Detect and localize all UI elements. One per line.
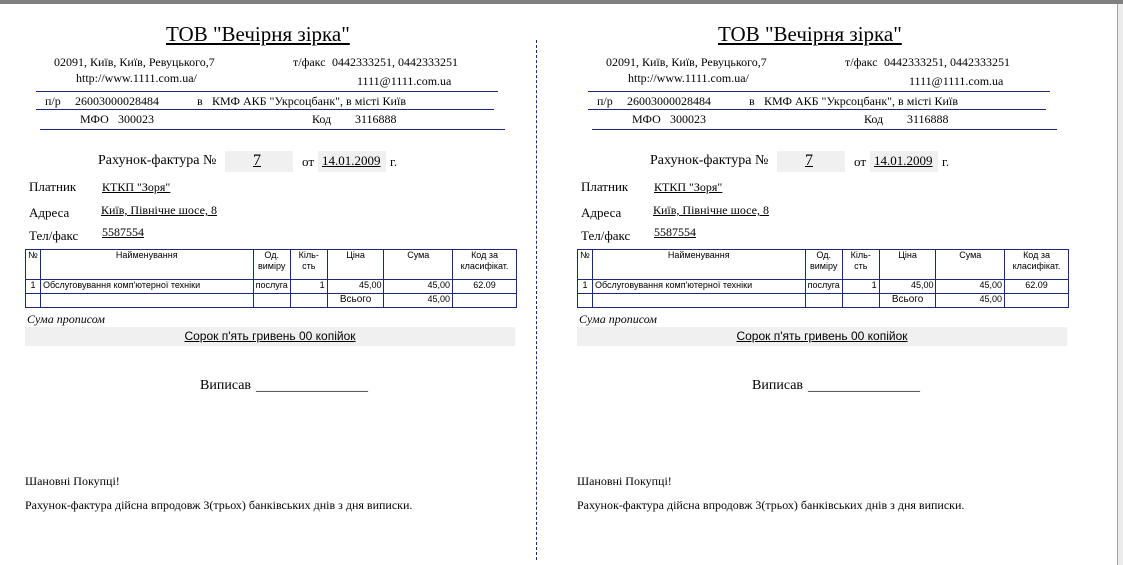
company-title: ТОВ "Вечірня зірка" <box>166 22 350 46</box>
code-value: 3116888 <box>907 112 949 126</box>
header-cell: Код за класифікат. <box>453 250 517 280</box>
item-name: Обслуговування комп'ютерної техніки <box>40 280 253 294</box>
address-label: Адреса <box>29 205 70 220</box>
header-cell: Ціна <box>879 250 936 280</box>
invoice-copy-left <box>0 0 520 565</box>
header-cell: Найменування <box>40 250 253 280</box>
company-title: ТОВ "Вечірня зірка" <box>718 22 902 46</box>
payer-address: Київ, Північне шосе, 8 <box>101 203 217 217</box>
mfo-label: МФО <box>80 112 109 126</box>
address-label: Адреса <box>581 205 622 220</box>
validity-note: Рахунок-фактура дійсна впродовж 3(трьох) банківських днів з дня виписки. <box>577 498 965 512</box>
invoice-date: 14.01.2009 <box>322 153 381 168</box>
item-sum: 45,00 <box>384 280 453 294</box>
bank-prefix: в <box>749 94 755 108</box>
header-cell: Найменування <box>592 250 805 280</box>
date-from-label: от <box>302 154 315 169</box>
bank-account: 26003000028484 <box>627 94 711 108</box>
issued-label: Виписав <box>200 378 252 393</box>
invoice-label: Рахунок-фактура № <box>650 153 769 168</box>
signature-line: ________________ <box>256 379 368 394</box>
item-unit: послуга <box>805 280 842 294</box>
validity-note: Рахунок-фактура дійсна впродовж 3(трьох) банківських днів з дня виписки. <box>25 498 413 512</box>
bank-prefix: в <box>197 94 203 108</box>
sum-words: Сорок п'ять гривень 00 копійок <box>736 329 908 343</box>
company-email[interactable]: 1111@1111.com.ua <box>357 74 452 88</box>
separator-line <box>36 109 494 110</box>
separator-line <box>588 109 1046 110</box>
mfo-value: 300023 <box>118 112 154 126</box>
account-label: п/р <box>597 94 613 108</box>
header-cell: Кіль-сть <box>842 250 879 280</box>
header-cell: № <box>26 250 41 280</box>
account-label: п/р <box>45 94 61 108</box>
phone-label: т/факс <box>845 55 878 69</box>
total-value: 45,00 <box>936 294 1005 308</box>
vertical-scrollbar[interactable] <box>1117 4 1123 565</box>
code-value: 3116888 <box>355 112 397 126</box>
row-number: 1 <box>26 280 41 294</box>
header-cell: Сума <box>384 250 453 280</box>
table-header-row <box>26 250 517 280</box>
company-address: 02091, Київ, Київ, Ревуцького,7 <box>606 55 767 69</box>
item-class-code: 62.09 <box>1005 280 1069 294</box>
bank-name: КМФ АКБ "Укрсоцбанк", в місті Київ <box>212 94 406 108</box>
company-website[interactable]: http://www.1111.com.ua/ <box>628 71 749 85</box>
bank-name: КМФ АКБ "Укрсоцбанк", в місті Київ <box>764 94 958 108</box>
item-class-code: 62.09 <box>453 280 517 294</box>
company-address: 02091, Київ, Київ, Ревуцького,7 <box>54 55 215 69</box>
item-qty: 1 <box>290 280 327 294</box>
separator-line <box>592 129 1057 130</box>
payer-address: Київ, Північне шосе, 8 <box>653 203 769 217</box>
sum-words: Сорок п'ять гривень 00 копійок <box>184 329 356 343</box>
sum-words-label: Сума прописом <box>27 312 105 326</box>
phone-label: т/факс <box>293 55 326 69</box>
total-label: Всього <box>327 294 384 308</box>
signature-line: ________________ <box>808 379 920 394</box>
header-cell: Кіль-сть <box>290 250 327 280</box>
item-sum: 45,00 <box>936 280 1005 294</box>
items-table <box>577 249 1069 308</box>
code-label: Код <box>312 112 332 126</box>
company-phones: 0442333251, 0442333251 <box>884 55 1010 69</box>
payer-tel: 5587554 <box>654 225 696 239</box>
invoice-number: 7 <box>253 152 261 169</box>
table-row <box>26 280 517 294</box>
company-email[interactable]: 1111@1111.com.ua <box>909 74 1004 88</box>
header-cell: Од. виміру <box>253 250 290 280</box>
separator-line <box>40 129 505 130</box>
header-cell: Од. виміру <box>805 250 842 280</box>
mfo-value: 300023 <box>670 112 706 126</box>
date-from-label: от <box>854 154 867 169</box>
invoice-copy-right <box>552 0 1072 565</box>
mfo-label: МФО <box>632 112 661 126</box>
invoice-number: 7 <box>805 152 813 169</box>
item-qty: 1 <box>842 280 879 294</box>
company-website[interactable]: http://www.1111.com.ua/ <box>76 71 197 85</box>
item-price: 45,00 <box>879 280 936 294</box>
code-label: Код <box>864 112 884 126</box>
cut-line <box>536 40 537 560</box>
item-price: 45,00 <box>327 280 384 294</box>
item-name: Обслуговування комп'ютерної техніки <box>592 280 805 294</box>
company-phones: 0442333251, 0442333251 <box>332 55 458 69</box>
sum-words-label: Сума прописом <box>579 312 657 326</box>
payer-label: Платник <box>581 179 629 194</box>
total-label: Всього <box>879 294 936 308</box>
header-cell: Код за класифікат. <box>1005 250 1069 280</box>
issued-label: Виписав <box>752 378 804 393</box>
year-suffix: г. <box>390 154 398 169</box>
separator-line <box>36 91 498 92</box>
payer-name: КТКП "Зоря" <box>654 180 723 194</box>
header-cell: Сума <box>936 250 1005 280</box>
table-row <box>578 280 1069 294</box>
header-cell: № <box>578 250 593 280</box>
year-suffix: г. <box>942 154 950 169</box>
payer-tel: 5587554 <box>102 225 144 239</box>
total-value: 45,00 <box>384 294 453 308</box>
tel-label: Тел/факс <box>581 228 631 243</box>
items-table <box>25 249 517 308</box>
item-unit: послуга <box>253 280 290 294</box>
payer-label: Платник <box>29 179 77 194</box>
greeting: Шановні Покупці! <box>577 474 672 488</box>
payer-name: КТКП "Зоря" <box>102 180 171 194</box>
table-header-row <box>578 250 1069 280</box>
table-total-row <box>578 294 1069 308</box>
row-number: 1 <box>578 280 593 294</box>
invoice-date: 14.01.2009 <box>874 153 933 168</box>
invoice-label: Рахунок-фактура № <box>98 153 217 168</box>
table-total-row <box>26 294 517 308</box>
bank-account: 26003000028484 <box>75 94 159 108</box>
separator-line <box>588 91 1050 92</box>
header-cell: Ціна <box>327 250 384 280</box>
greeting: Шановні Покупці! <box>25 474 120 488</box>
tel-label: Тел/факс <box>29 228 79 243</box>
